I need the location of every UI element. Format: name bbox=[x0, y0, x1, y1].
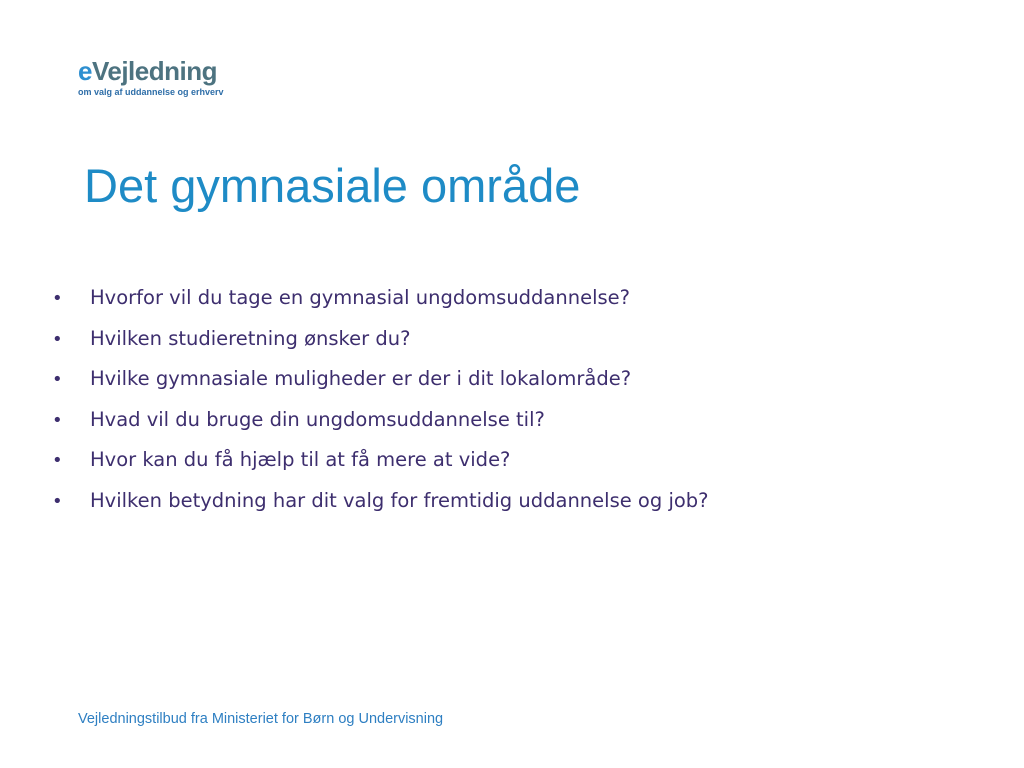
evejledning-logo bbox=[78, 56, 224, 97]
bullet-dot-icon: • bbox=[52, 288, 63, 309]
footer-text: Vejledningstilbud fra Ministeriet for Børn og Undervisning bbox=[78, 711, 444, 727]
bullet-dot-icon: • bbox=[52, 369, 63, 391]
bullet-text: Hvorfor vil du tage en gymnasial ungdomsuddannelse? bbox=[90, 286, 631, 309]
bullet-list bbox=[52, 278, 709, 522]
bullet-text: Hvor kan du få hjælp til at få mere at vide? bbox=[90, 448, 511, 472]
bullet-text: Hvad vil du bruge din ungdomsuddannelse til? bbox=[90, 407, 545, 431]
bullet-dot-icon: • bbox=[52, 450, 63, 472]
slide-title: Det gymnasiale område bbox=[84, 159, 581, 212]
bullet-item bbox=[52, 359, 709, 400]
bullet-dot-icon: • bbox=[52, 328, 63, 350]
logo-prefix: e bbox=[78, 56, 92, 86]
bullet-dot-icon: • bbox=[52, 490, 63, 512]
logo-name: Vejledning bbox=[91, 56, 217, 86]
bullet-dot-icon: • bbox=[52, 409, 63, 431]
bullet-item bbox=[52, 481, 709, 522]
logo-wordmark bbox=[78, 56, 224, 86]
bullet-text: Hvilken studieretning ønsker du? bbox=[90, 326, 411, 350]
bullet-item bbox=[52, 440, 709, 481]
bullet-text: Hvilken betydning har dit valg for fremtidig uddannelse og job? bbox=[90, 488, 709, 512]
bullet-item bbox=[52, 319, 709, 360]
bullet-text: Hvilke gymnasiale muligheder er der i dit lokalområde? bbox=[90, 367, 632, 391]
bullet-item bbox=[52, 278, 709, 319]
logo-tagline: om valg af uddannelse og erhverv bbox=[78, 87, 224, 97]
bullet-item bbox=[52, 400, 709, 441]
